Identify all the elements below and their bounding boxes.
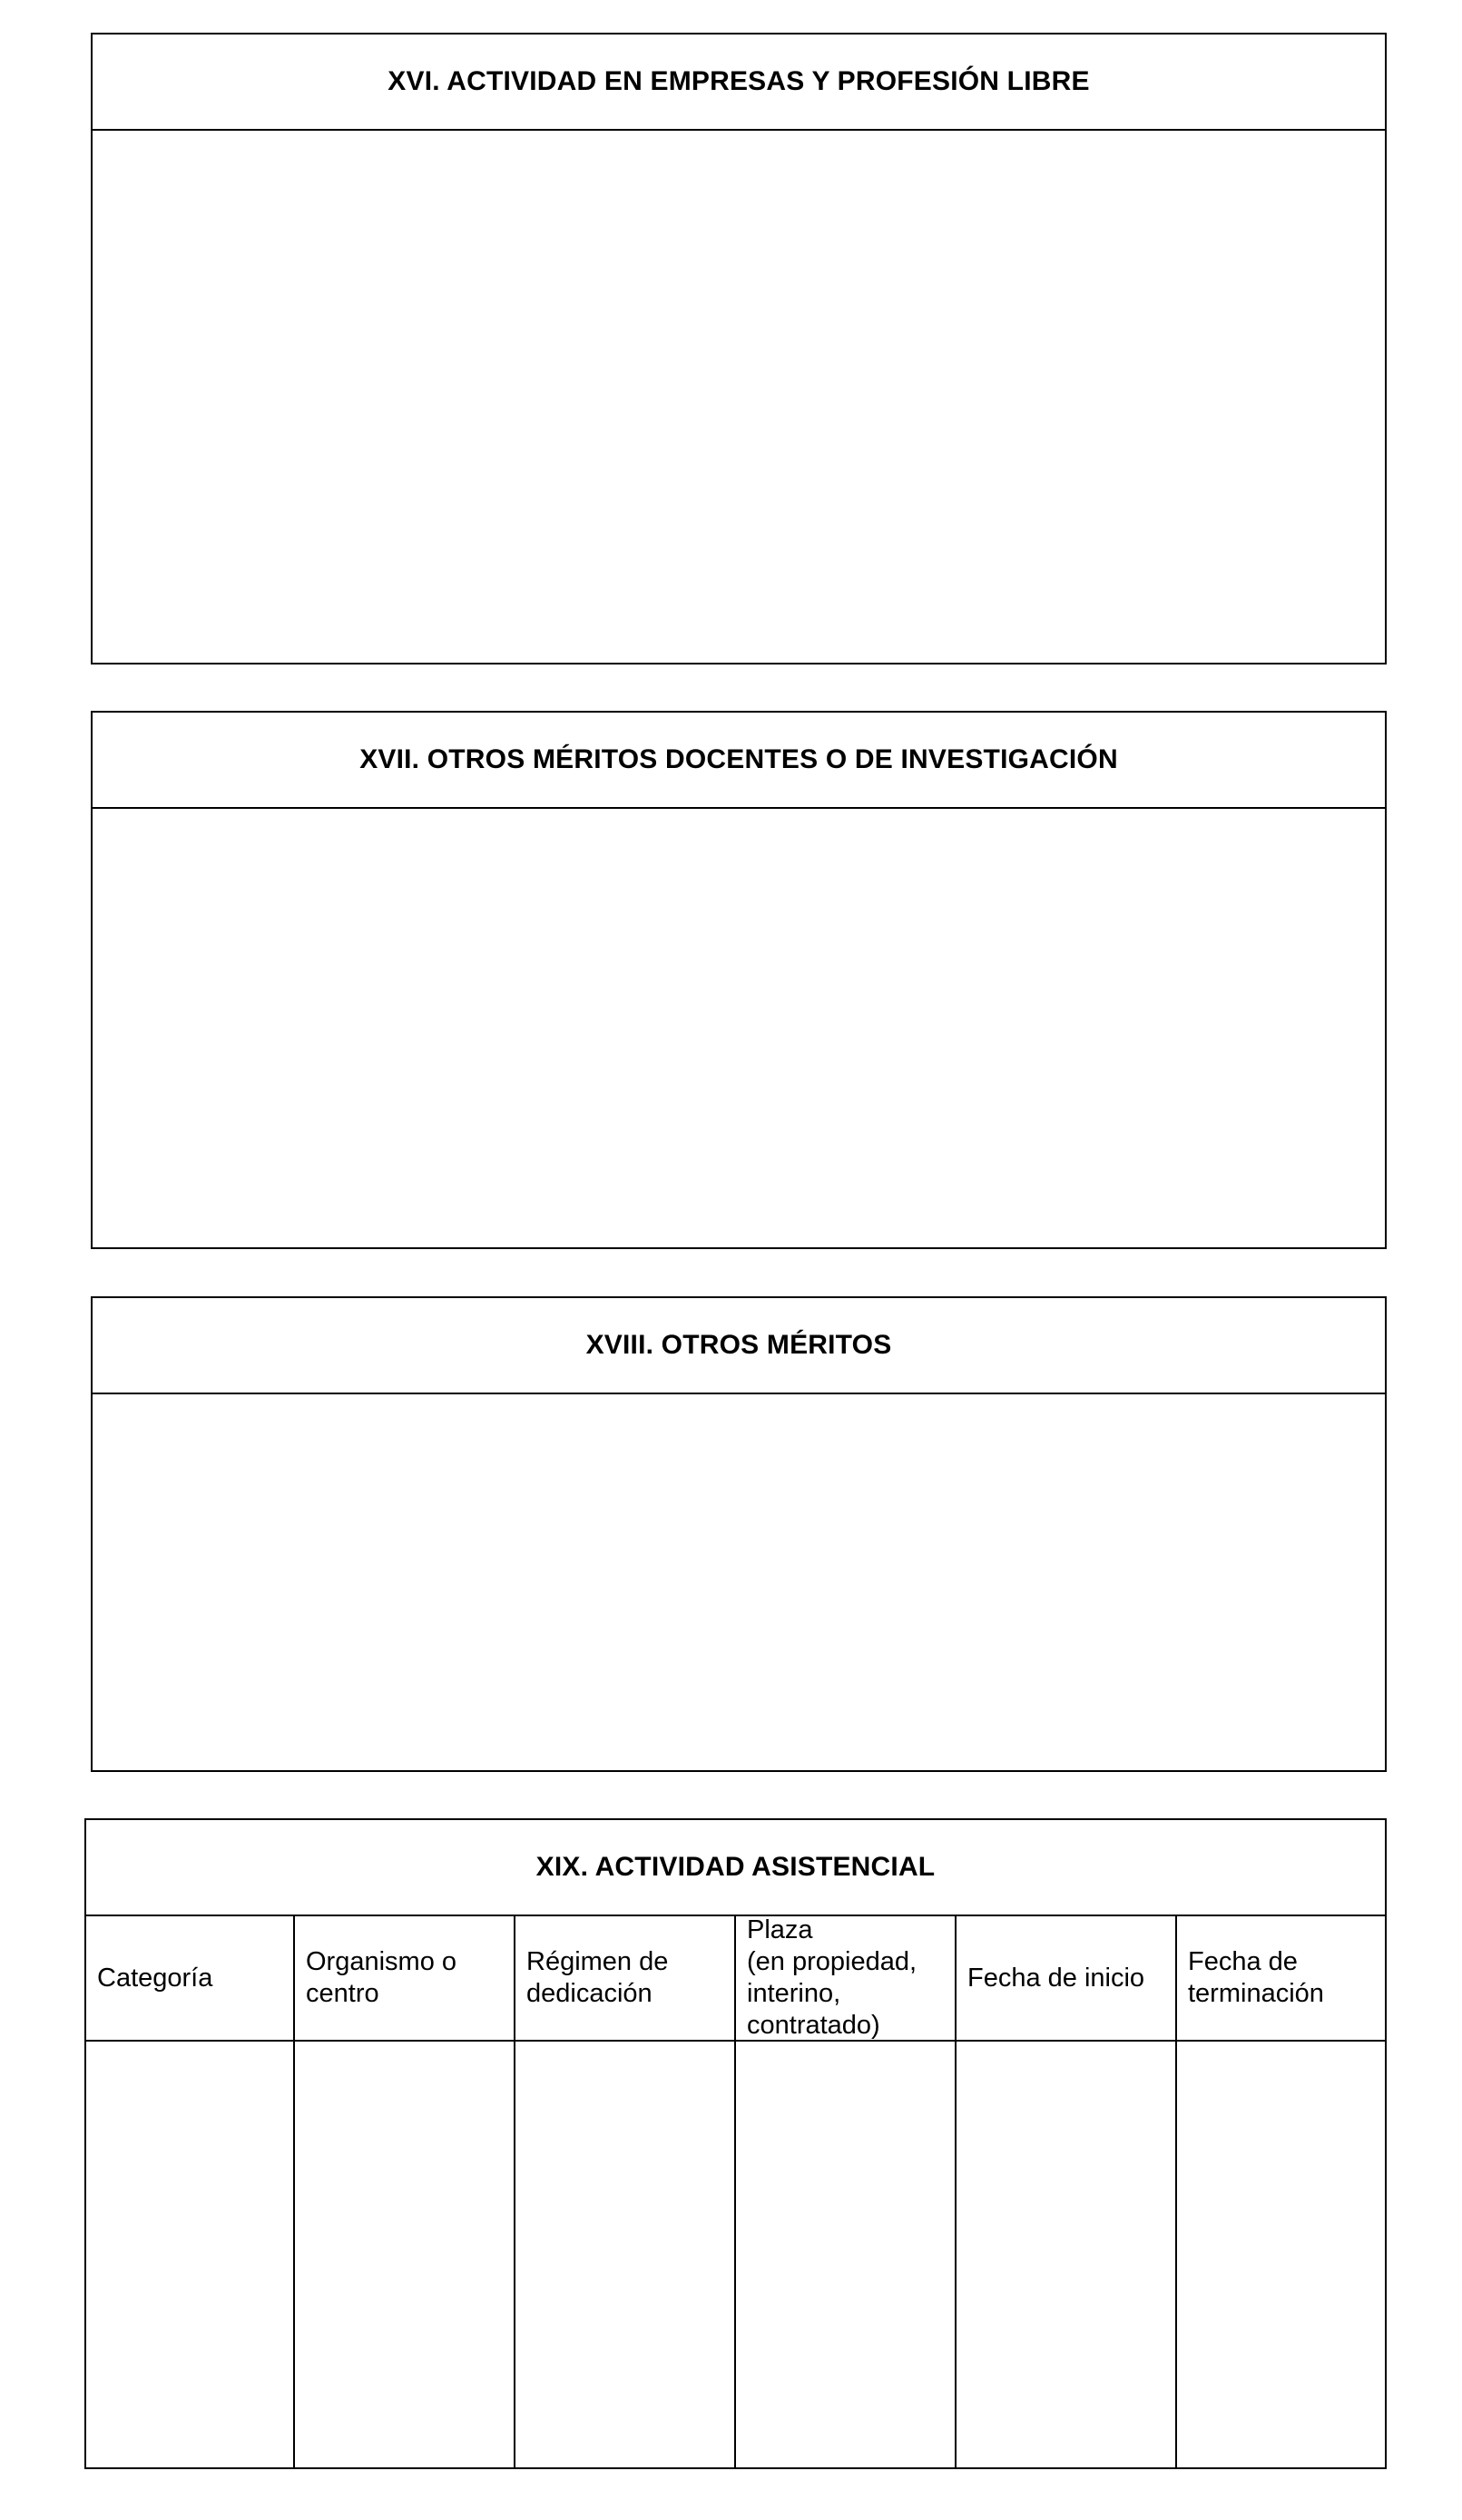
section-xvi-title: XVI. ACTIVIDAD EN EMPRESAS Y PROFESIÓN LIBRE [93, 34, 1385, 131]
section-xix-title: XIX. ACTIVIDAD ASISTENCIAL [86, 1820, 1385, 1916]
section-xviii-title: XVIII. OTROS MÉRITOS [93, 1298, 1385, 1394]
table-column-categoria[interactable] [86, 1916, 295, 2467]
section-xvii-title: XVII. OTROS MÉRITOS DOCENTES O DE INVESTIGACIÓN [93, 713, 1385, 809]
table-column-regimen[interactable] [515, 1916, 736, 2467]
table-header-plaza: Plaza (en propiedad, interino, contratado) [736, 1916, 955, 2042]
section-xvi-actividad-empresas [91, 33, 1387, 664]
table-header-regimen: Régimen de dedicación [515, 1916, 734, 2042]
table-header-categoria: Categoría [86, 1916, 293, 2042]
section-xviii-body[interactable] [93, 1394, 1385, 1770]
section-xvii-otros-meritos-docentes [91, 711, 1387, 1249]
table-column-fecha-terminacion[interactable] [1177, 1916, 1385, 2467]
section-xix-actividad-asistencial [84, 1818, 1387, 2469]
section-xviii-otros-meritos [91, 1296, 1387, 1772]
table-column-fecha-inicio[interactable] [957, 1916, 1177, 2467]
table-column-plaza[interactable] [736, 1916, 957, 2467]
table-column-organismo[interactable] [295, 1916, 515, 2467]
table-header-organismo: Organismo o centro [295, 1916, 514, 2042]
table-header-fecha-terminacion: Fecha de terminación [1177, 1916, 1385, 2042]
section-xvi-body[interactable] [93, 131, 1385, 663]
table-header-fecha-inicio: Fecha de inicio [957, 1916, 1175, 2042]
actividad-asistencial-table [86, 1916, 1385, 2467]
section-xvii-body[interactable] [93, 809, 1385, 1247]
